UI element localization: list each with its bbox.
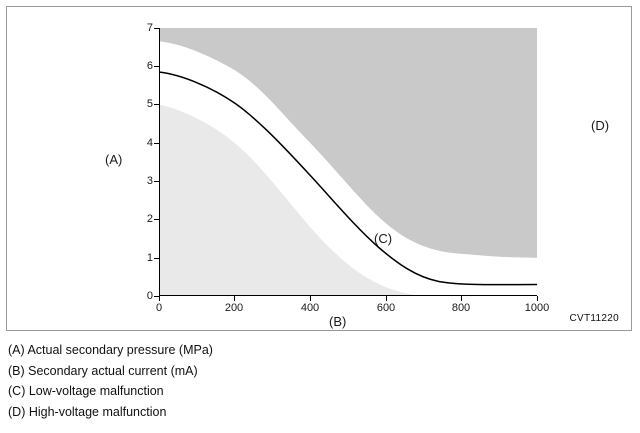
y-tick-5	[154, 104, 159, 105]
x-tick-4	[461, 296, 462, 301]
x-tick-label-2: 400	[300, 302, 320, 314]
y-tick-3	[154, 181, 159, 182]
y-tick-label-4: 4	[146, 137, 153, 149]
y-tick-label-5: 5	[146, 98, 153, 110]
chart-plot-area	[159, 28, 610, 296]
x-tick-3	[386, 296, 387, 301]
x-tick-label-0: 0	[155, 302, 163, 314]
x-axis-line	[159, 295, 537, 296]
chart-plot-wrapper	[146, 22, 610, 314]
y-tick-label-7: 7	[146, 22, 153, 34]
x-tick-label-3: 600	[376, 302, 396, 314]
y-tick-1	[154, 258, 159, 259]
legend-item-b: (B) Secondary actual current (mA)	[8, 363, 198, 378]
x-tick-5	[537, 296, 538, 301]
x-tick-label-4: 800	[451, 302, 471, 314]
chart-svg	[159, 28, 537, 296]
legend-item-d: (D) High-voltage malfunction	[8, 404, 167, 419]
y-axis-line	[159, 28, 160, 296]
x-tick-1	[234, 296, 235, 301]
region-label-d: (D)	[591, 118, 610, 133]
region-label-c: (C)	[374, 231, 393, 246]
x-axis-title: (B)	[329, 314, 347, 329]
x-tick-label-5: 1000	[524, 302, 550, 314]
y-tick-4	[154, 143, 159, 144]
figure-legend	[8, 340, 628, 422]
legend-item-a: (A) Actual secondary pressure (MPa)	[8, 343, 213, 357]
y-tick-6	[154, 66, 159, 67]
y-tick-label-0: 0	[146, 290, 153, 302]
y-axis-title: (A)	[105, 152, 123, 167]
y-tick-label-3: 3	[146, 175, 153, 187]
y-tick-label-6: 6	[146, 60, 153, 72]
x-tick-label-1: 200	[224, 302, 244, 314]
y-tick-label-1: 1	[146, 252, 153, 264]
y-tick-7	[154, 28, 159, 29]
y-tick-2	[154, 219, 159, 220]
x-tick-0	[159, 296, 160, 301]
x-tick-2	[310, 296, 311, 301]
y-tick-label-2: 2	[146, 213, 153, 225]
figure-border	[6, 6, 632, 331]
figure-code: CVT11220	[569, 313, 619, 324]
legend-item-c: (C) Low-voltage malfunction	[8, 384, 164, 398]
